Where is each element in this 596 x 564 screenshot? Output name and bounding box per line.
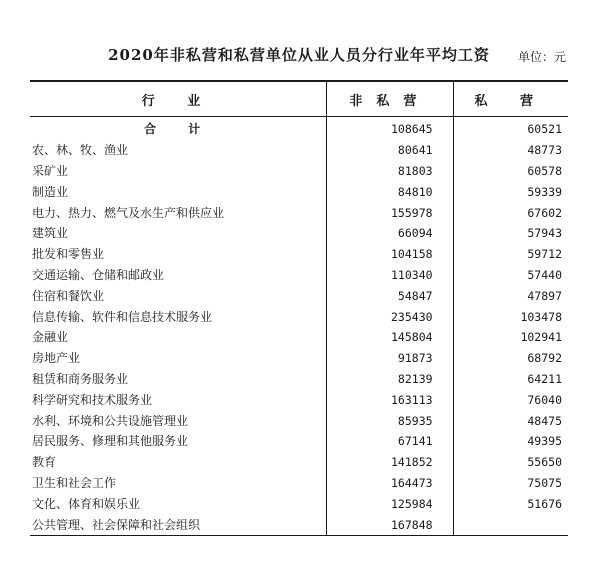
non-private-wage-cell: 54847 — [327, 285, 453, 306]
title-row — [30, 0, 568, 74]
non-private-wage-cell: 125984 — [327, 493, 453, 514]
private-wage-cell: 55650 — [453, 452, 568, 473]
private-wage-cell: 51676 — [453, 493, 568, 514]
industry-cell: 交通运输、仓储和邮政业 — [32, 267, 165, 282]
private-wage-cell: 75075 — [453, 473, 568, 494]
table-row — [30, 285, 568, 306]
non-private-wage-cell: 108645 — [327, 117, 453, 140]
industry-cell: 采矿业 — [32, 163, 69, 178]
table-row — [30, 473, 568, 494]
industry-cell: 科学研究和技术服务业 — [32, 392, 153, 407]
private-wage-cell: 60521 — [453, 117, 568, 140]
unit-label: 单位：元 — [517, 50, 566, 64]
non-private-wage-cell: 84810 — [327, 181, 453, 202]
private-wage-cell: 49395 — [453, 431, 568, 452]
non-private-wage-cell: 110340 — [327, 265, 453, 286]
industry-cell: 房地产业 — [32, 351, 81, 366]
table-row — [30, 327, 568, 348]
table-row — [30, 514, 568, 535]
private-wage-cell: 57440 — [453, 265, 568, 286]
industry-cell: 建筑业 — [32, 226, 69, 241]
industry-cell: 制造业 — [32, 184, 69, 199]
table-row — [30, 223, 568, 244]
non-private-wage-cell: 141852 — [327, 452, 453, 473]
total-row — [30, 117, 568, 140]
private-wage-cell: 64211 — [453, 369, 568, 390]
private-wage-cell: 67602 — [453, 202, 568, 223]
table-row — [30, 306, 568, 327]
industry-cell: 卫生和社会工作 — [32, 475, 117, 490]
table-row — [30, 161, 568, 182]
private-wage-cell: 57943 — [453, 223, 568, 244]
non-private-wage-cell: 104158 — [327, 244, 453, 265]
table-row — [30, 452, 568, 473]
industry-cell: 公共管理、社会保障和社会组织 — [32, 517, 201, 532]
table-row — [30, 389, 568, 410]
private-wage-cell: 103478 — [453, 306, 568, 327]
table-row — [30, 410, 568, 431]
table-row — [30, 348, 568, 369]
table-row — [30, 244, 568, 265]
industry-cell: 文化、体育和娱乐业 — [32, 496, 141, 511]
table-row — [30, 181, 568, 202]
private-wage-cell: 48475 — [453, 410, 568, 431]
non-private-wage-cell: 164473 — [327, 473, 453, 494]
private-wage-cell: 47897 — [453, 285, 568, 306]
table-row — [30, 140, 568, 161]
header-row — [30, 81, 568, 117]
non-private-wage-cell: 145804 — [327, 327, 453, 348]
non-private-wage-cell: 66094 — [327, 223, 453, 244]
non-private-wage-cell: 80641 — [327, 140, 453, 161]
header-private: 私 营 — [453, 81, 568, 117]
non-private-wage-cell: 82139 — [327, 369, 453, 390]
table-row — [30, 431, 568, 452]
industry-cell: 金融业 — [32, 330, 69, 345]
industry-cell: 教育 — [32, 455, 57, 470]
non-private-wage-cell: 155978 — [327, 202, 453, 223]
industry-cell: 水利、环境和公共设施管理业 — [32, 413, 189, 428]
industry-cell: 批发和零售业 — [32, 247, 105, 262]
industry-cell: 农、林、牧、渔业 — [32, 143, 129, 158]
header-non-private: 非私营 — [327, 81, 453, 117]
private-wage-cell: 76040 — [453, 389, 568, 410]
industry-cell: 合 计 — [143, 122, 215, 137]
non-private-wage-cell: 85935 — [327, 410, 453, 431]
table-row — [30, 265, 568, 286]
table-row — [30, 369, 568, 390]
non-private-wage-cell: 81803 — [327, 161, 453, 182]
table-row — [30, 202, 568, 223]
private-wage-cell: 60578 — [453, 161, 568, 182]
private-wage-cell: 48773 — [453, 140, 568, 161]
non-private-wage-cell: 67141 — [327, 431, 453, 452]
non-private-wage-cell: 91873 — [327, 348, 453, 369]
non-private-wage-cell: 235430 — [327, 306, 453, 327]
private-wage-cell: 59712 — [453, 244, 568, 265]
table-body — [30, 117, 568, 536]
table-title: 2020年非私营和私营单位从业人员分行业年平均工资 — [108, 46, 490, 64]
private-wage-cell: 102941 — [453, 327, 568, 348]
private-wage-cell: 68792 — [453, 348, 568, 369]
table-row — [30, 493, 568, 514]
industry-cell: 租赁和商务服务业 — [32, 371, 129, 386]
private-wage-cell: 59339 — [453, 181, 568, 202]
header-industry: 行 业 — [30, 81, 327, 117]
non-private-wage-cell: 167848 — [327, 514, 453, 535]
wage-table — [30, 80, 568, 536]
industry-cell: 住宿和餐饮业 — [32, 288, 105, 303]
private-wage-cell — [453, 514, 568, 535]
non-private-wage-cell: 163113 — [327, 389, 453, 410]
industry-cell: 电力、热力、燃气及水生产和供应业 — [32, 205, 225, 220]
industry-cell: 信息传输、软件和信息技术服务业 — [32, 309, 213, 324]
industry-cell: 居民服务、修理和其他服务业 — [32, 434, 189, 449]
